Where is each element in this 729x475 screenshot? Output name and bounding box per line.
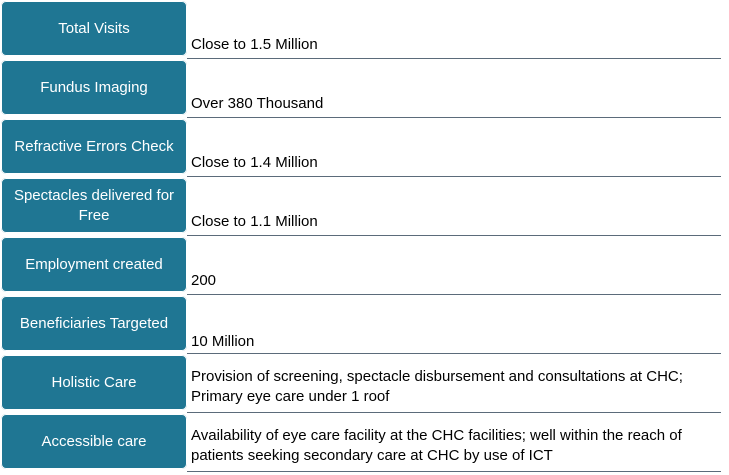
stats-row-refractive-errors xyxy=(0,118,729,177)
row-label: Spectacles delivered for Free xyxy=(1,178,187,233)
row-divider xyxy=(187,471,721,472)
row-value: Over 380 Thousand xyxy=(191,95,324,112)
row-label: Fundus Imaging xyxy=(1,60,187,115)
row-value: Availability of eye care facility at the CHC facilities; well within the reach of patients seeking secondary care at CHC by use of ICT xyxy=(191,427,682,464)
stats-row-fundus-imaging xyxy=(0,59,729,118)
row-label: Beneficiaries Targeted xyxy=(1,296,187,351)
stats-row-holistic-care xyxy=(0,354,729,413)
stats-row-accessible-care xyxy=(0,413,729,472)
stats-row-total-visits xyxy=(0,0,729,59)
row-value: Provision of screening, spectacle disbursement and consultations at CHC; Primary eye care under 1 roof xyxy=(191,368,683,405)
stats-row-employment xyxy=(0,236,729,295)
row-value: 200 xyxy=(191,272,217,289)
row-label: Holistic Care xyxy=(1,355,187,410)
row-label: Accessible care xyxy=(1,414,187,469)
row-value: Close to 1.1 Million xyxy=(191,213,318,230)
row-label: Employment created xyxy=(1,237,187,292)
row-value: 10 Million xyxy=(191,333,255,350)
row-value: Close to 1.5 Million xyxy=(191,36,318,53)
stats-row-beneficiaries xyxy=(0,295,729,354)
stats-row-spectacles xyxy=(0,177,729,236)
row-label: Refractive Errors Check xyxy=(1,119,187,174)
row-value: Close to 1.4 Million xyxy=(191,154,318,171)
row-label: Total Visits xyxy=(1,1,187,56)
